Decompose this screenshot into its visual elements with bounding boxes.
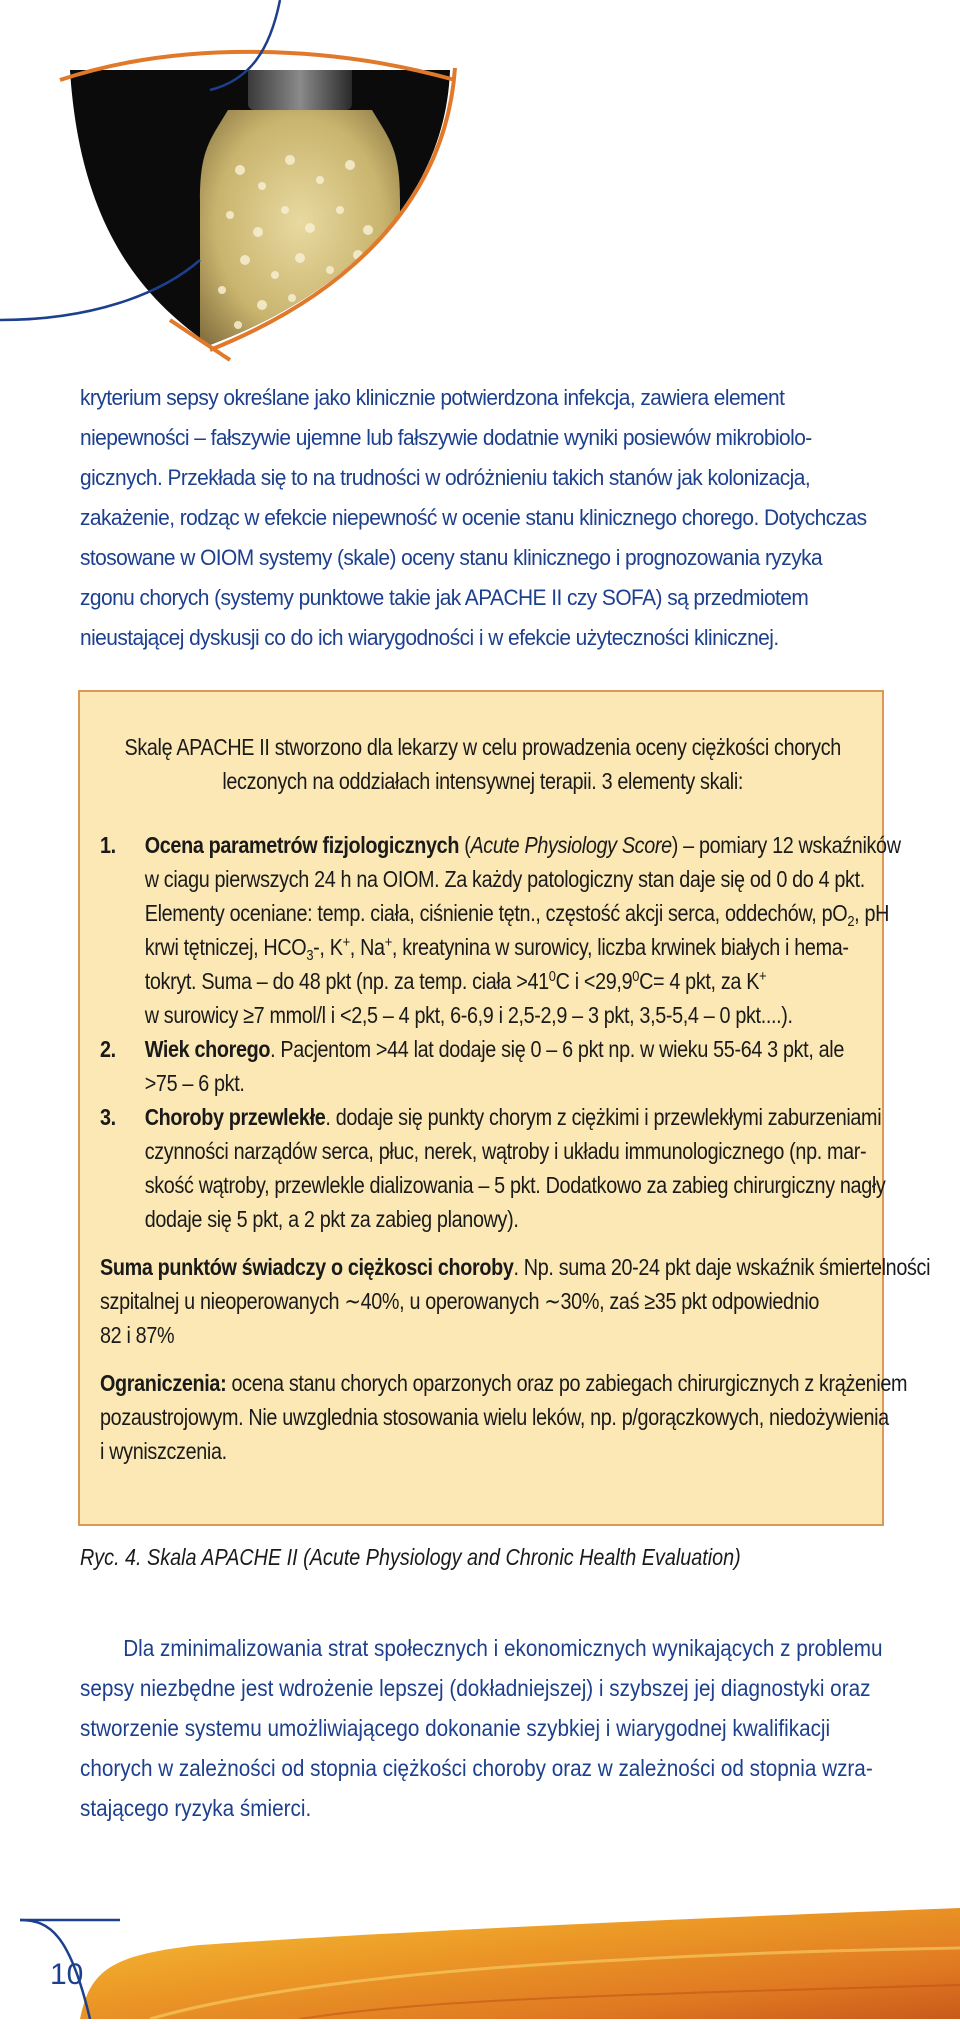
text-span: . Pacjentom >44 lat dodaje się 0 – 6 pkt np. w wieku 55-64 3 pkt, ale xyxy=(270,1036,844,1062)
summary-line: szpitalnej u nieoperowanych ∼40%, u operowanych ∼30%, zaś ≥35 pkt odpowiednio xyxy=(100,1288,820,1314)
item-number: 1. xyxy=(100,832,116,858)
outro-line: Dla zminimalizowania strat społecznych i ekonomicznych wynikających z problemu xyxy=(123,1635,883,1661)
apache-info-box xyxy=(78,690,931,1526)
text-span: ) – pomiary 12 wskaźników xyxy=(671,832,901,858)
intro-line: zgonu chorych (systemy punktowe takie jak APACHE II czy SOFA) są przedmiotem xyxy=(80,585,809,610)
box-heading-line: leczonych na oddziałach intensywnej terapii. 3 elementy skali: xyxy=(222,768,744,794)
text-span: Elementy oceniane: temp. ciała, ciśnienie tętn., częstość akcji serca, oddechów, pO xyxy=(144,900,848,926)
item-number: 2. xyxy=(100,1036,116,1062)
closing-paragraph xyxy=(80,1628,890,1828)
text-span: , pH xyxy=(854,900,890,926)
item-line xyxy=(144,896,890,930)
intro-line: kryterium sepsy określane jako klinicznie potwierdzona infekcja, zawiera element xyxy=(80,385,785,410)
list-item xyxy=(100,828,901,1032)
box-heading xyxy=(100,730,865,798)
item-line: dodaje się 5 pkt, a 2 pkt za zabieg planowy). xyxy=(144,1206,519,1232)
text-span: C= 4 pkt, za K xyxy=(639,968,760,994)
box-heading-line: Skalę APACHE II stworzono dla lekarzy w celu prowadzenia oceny ciężkości chorych xyxy=(124,734,841,760)
list-item xyxy=(100,1032,874,1100)
intro-line: niepewności – fałszywie ujemne lub fałszywie dodatnie wyniki posiewów mikrobiolo- xyxy=(80,425,812,450)
item-line: >75 – 6 pkt. xyxy=(144,1070,245,1096)
text-span: -, K xyxy=(313,934,343,960)
text-span: . Np. suma 20-24 pkt daje wskaźnik śmiertelności xyxy=(513,1254,931,1280)
item-title: Wiek chorego xyxy=(144,1036,271,1062)
text-span: C i <29,9 xyxy=(555,968,633,994)
item-line xyxy=(145,930,874,964)
intro-line: stosowane w OIOM systemy (skale) oceny stanu klinicznego i prognozowania ryzyka xyxy=(80,545,823,570)
superscript: + xyxy=(342,934,350,951)
text-span: krwi tętniczej, HCO xyxy=(144,934,307,960)
limitations-title: Ograniczenia: xyxy=(100,1370,227,1396)
outro-line: stającego ryzyka śmierci. xyxy=(80,1795,312,1821)
limitations-line: i wyniszczenia. xyxy=(100,1438,227,1464)
list-item xyxy=(100,1100,886,1236)
item-line xyxy=(145,964,874,998)
item-line: czynności narządów serca, płuc, nerek, wątroby i układu immunologicznego (np. mar- xyxy=(144,1138,867,1164)
intro-line: gicznych. Przekłada się to na trudności w odróżnieniu takich stanów jak kolonizacja, xyxy=(80,465,811,490)
intro-line: nieustającej dyskusji co do ich wiarygodności i w efekcie użyteczności klinicznej. xyxy=(80,625,779,650)
text-span: , Na xyxy=(349,934,385,960)
text-span: ( xyxy=(459,832,471,858)
figure-caption: Ryc. 4. Skala APACHE II (Acute Physiology and Chronic Health Evaluation) xyxy=(80,1544,741,1570)
page-number: 10 xyxy=(50,1958,84,1991)
subscript: 2 xyxy=(847,913,855,930)
item-number: 3. xyxy=(100,1104,116,1130)
text-span: , kreatynina w surowicy, liczba krwinek białych i hema- xyxy=(391,934,849,960)
item-line: w ciagu pierwszych 24 h na OIOM. Za każdy patologiczny stan daje się od 0 do 4 pkt. xyxy=(144,866,865,892)
item-line: w surowicy ≥7 mmol/l i <2,5 – 4 pkt, 6-6,9 i 2,5-2,9 – 3 pkt, 3,5-5,4 – 0 pkt....). xyxy=(144,1002,793,1028)
summary-title: Suma punktów świadczy o ciężkosci choroby xyxy=(100,1254,514,1280)
summary-line: 82 i 87% xyxy=(100,1322,175,1348)
text-span: ocena stanu chorych oparzonych oraz po zabiegach chirurgicznych z krążeniem xyxy=(226,1370,908,1396)
text-span: tokryt. Suma – do 48 pkt (np. za temp. ciała >41 xyxy=(144,968,549,994)
subscript: 3 xyxy=(306,947,314,964)
item-line: skość wątroby, przewlekle dializowania – 5 pkt. Dodatkowo za zabieg chirurgiczny nagły xyxy=(144,1172,886,1198)
italic-term: Acute Physiology Score xyxy=(470,832,672,858)
superscript: + xyxy=(759,968,767,985)
intro-line: zakażenie, rodząc w efekcie niepewność w ocenie stanu klinicznego chorego. Dotychczas xyxy=(80,505,867,530)
item-title: Ocena parametrów fizjologicznych xyxy=(144,832,460,858)
outro-line: chorych w zależności od stopnia ciężkości choroby oraz w zależności od stopnia wzra- xyxy=(80,1755,873,1781)
culture-bottle-photo xyxy=(0,0,480,380)
scale-elements-list xyxy=(100,828,901,1236)
limitations-line: pozaustrojowym. Nie uwzglednia stosowania wielu leków, np. p/gorączkowych, niedożywienia xyxy=(100,1404,889,1430)
footer-decoration xyxy=(0,1900,960,2019)
item-title: Choroby przewlekłe xyxy=(144,1104,326,1130)
superscript: + xyxy=(384,934,392,951)
outro-line: stworzenie systemu umożliwiającego dokonanie szybkiej i wiarygodnej kwalifikacji xyxy=(80,1715,831,1741)
superscript: 0 xyxy=(548,968,556,985)
text-span: . dodaje się punkty chorym z ciężkimi i przewlekłymi zaburzeniami xyxy=(325,1104,882,1130)
outro-line: sepsy niezbędne jest wdrożenie lepszej (dokładniejszej) i szybszej jej diagnostyki oraz xyxy=(80,1675,871,1701)
summary-paragraph xyxy=(100,1250,931,1352)
intro-paragraph xyxy=(80,378,880,658)
limitations-paragraph xyxy=(100,1366,908,1468)
superscript: 0 xyxy=(632,968,640,985)
